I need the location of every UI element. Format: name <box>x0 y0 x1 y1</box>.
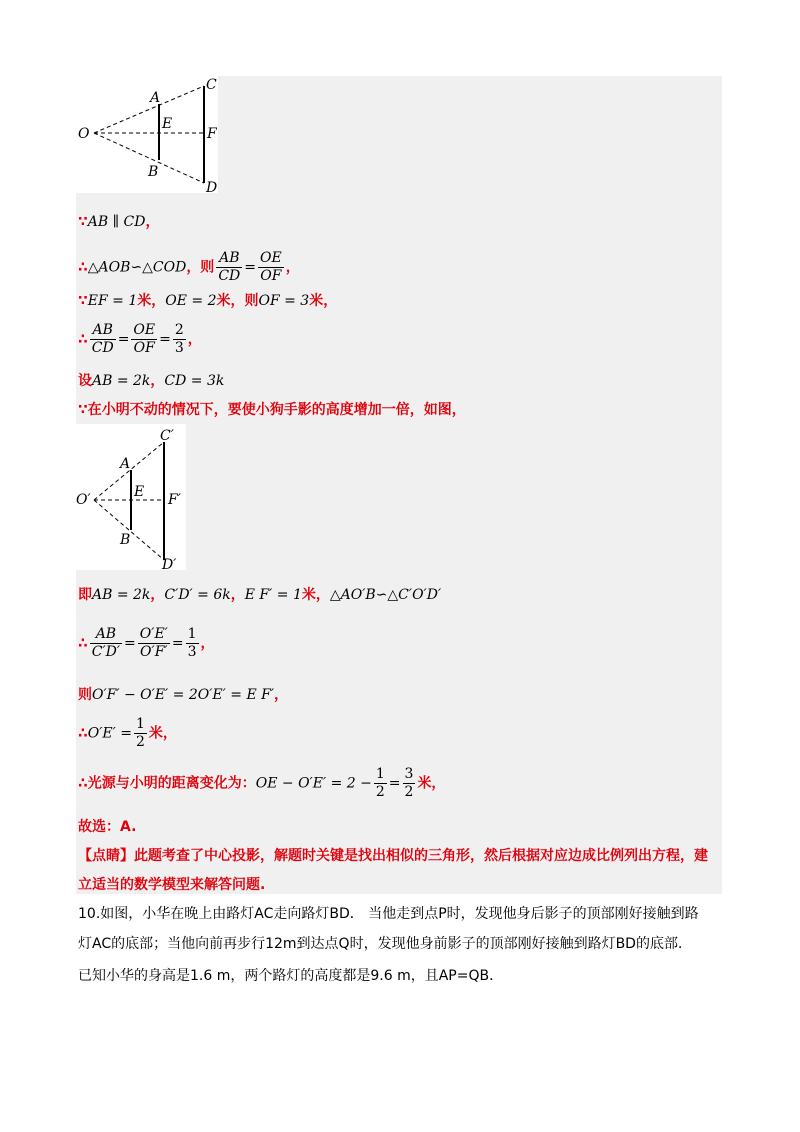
label-C: C <box>206 77 217 93</box>
line-new-lengths: 即AB = 2k，C′D′ = 6k，E F′ = 1米，△AO′B∽△C′O′D′ <box>78 587 442 603</box>
question-10-line-1: 10.如图，小华在晚上由路灯AC走向路灯BD． 当他走到点P时，发现他身后影子的顶部刚好接触到路 <box>78 906 699 922</box>
line-given-parallel: ∵AB ∥ CD， <box>78 214 160 230</box>
label-O: O <box>78 126 90 142</box>
line-difference: 则O′F′ − O′E′ = 2O′E′ = E F′， <box>78 687 289 703</box>
line-similar-triangles: ∴△AOB∽△COD，则 $\frac{AB}{CD}$ = $\frac{OE}{OF}$ ， <box>78 250 300 284</box>
answer-line: 故选：A. <box>78 819 137 835</box>
line-new-ratio: ∴ $\frac{AB}{C'D'}$ = $\frac{O'E'}{O'F'}$ = $\frac{1}{3}$ ， <box>78 626 215 660</box>
label-D-prime: D′ <box>162 557 177 572</box>
label-C-prime: C′ <box>160 428 174 444</box>
label-A2: A <box>120 456 131 472</box>
label-E: E <box>162 116 173 132</box>
figure-2-diagram <box>76 424 188 572</box>
label-B: B <box>148 164 159 180</box>
line-condition: ∵在小明不动的情况下，要使小狗手影的高度增加一倍，如图， <box>78 402 466 418</box>
label-B2: B <box>120 532 131 548</box>
line-oe-prime: ∴O′E′ = $\frac{1}{2}$ 米， <box>78 716 177 750</box>
line-lengths: ∵EF = 1米，OE = 2米，则OF = 3米， <box>78 293 338 309</box>
comment-line-1: 【点睛】此题考查了中心投影，解题时关键是找出相似的三角形，然后根据对应边成比例列出方程，建 <box>78 848 708 864</box>
question-10-line-2: 灯AC的底部；当他向前再步行12m到达点Q时，发现他身前影子的顶部刚好接触到路灯BD的底部． <box>78 936 692 952</box>
line-distance-change: ∴光源与小明的距离变化为：OE − O′E′ = 2 − $\frac{1}{2}$ = $\frac{3}{2}$ 米， <box>78 766 446 800</box>
comment-line-2: 立适当的数学模型来解答问题. <box>78 877 266 893</box>
line-let: 设AB = 2k，CD = 3k <box>78 373 225 389</box>
line-ratio: ∴ $\frac{AB}{CD}$ = $\frac{OE}{OF}$ = $\frac{2}{3}$ ， <box>78 322 202 356</box>
label-F: F <box>207 126 217 142</box>
question-10-line-3: 已知小华的身高是1.6 m，两个路灯的高度都是9.6 m，且AP=QB． <box>78 968 504 984</box>
figure-1-diagram <box>76 76 226 196</box>
label-A: A <box>150 90 161 106</box>
label-O-prime: O′ <box>76 492 91 508</box>
label-E2: E <box>134 484 145 500</box>
label-F-prime: F′ <box>168 492 181 508</box>
label-D: D <box>206 180 218 196</box>
